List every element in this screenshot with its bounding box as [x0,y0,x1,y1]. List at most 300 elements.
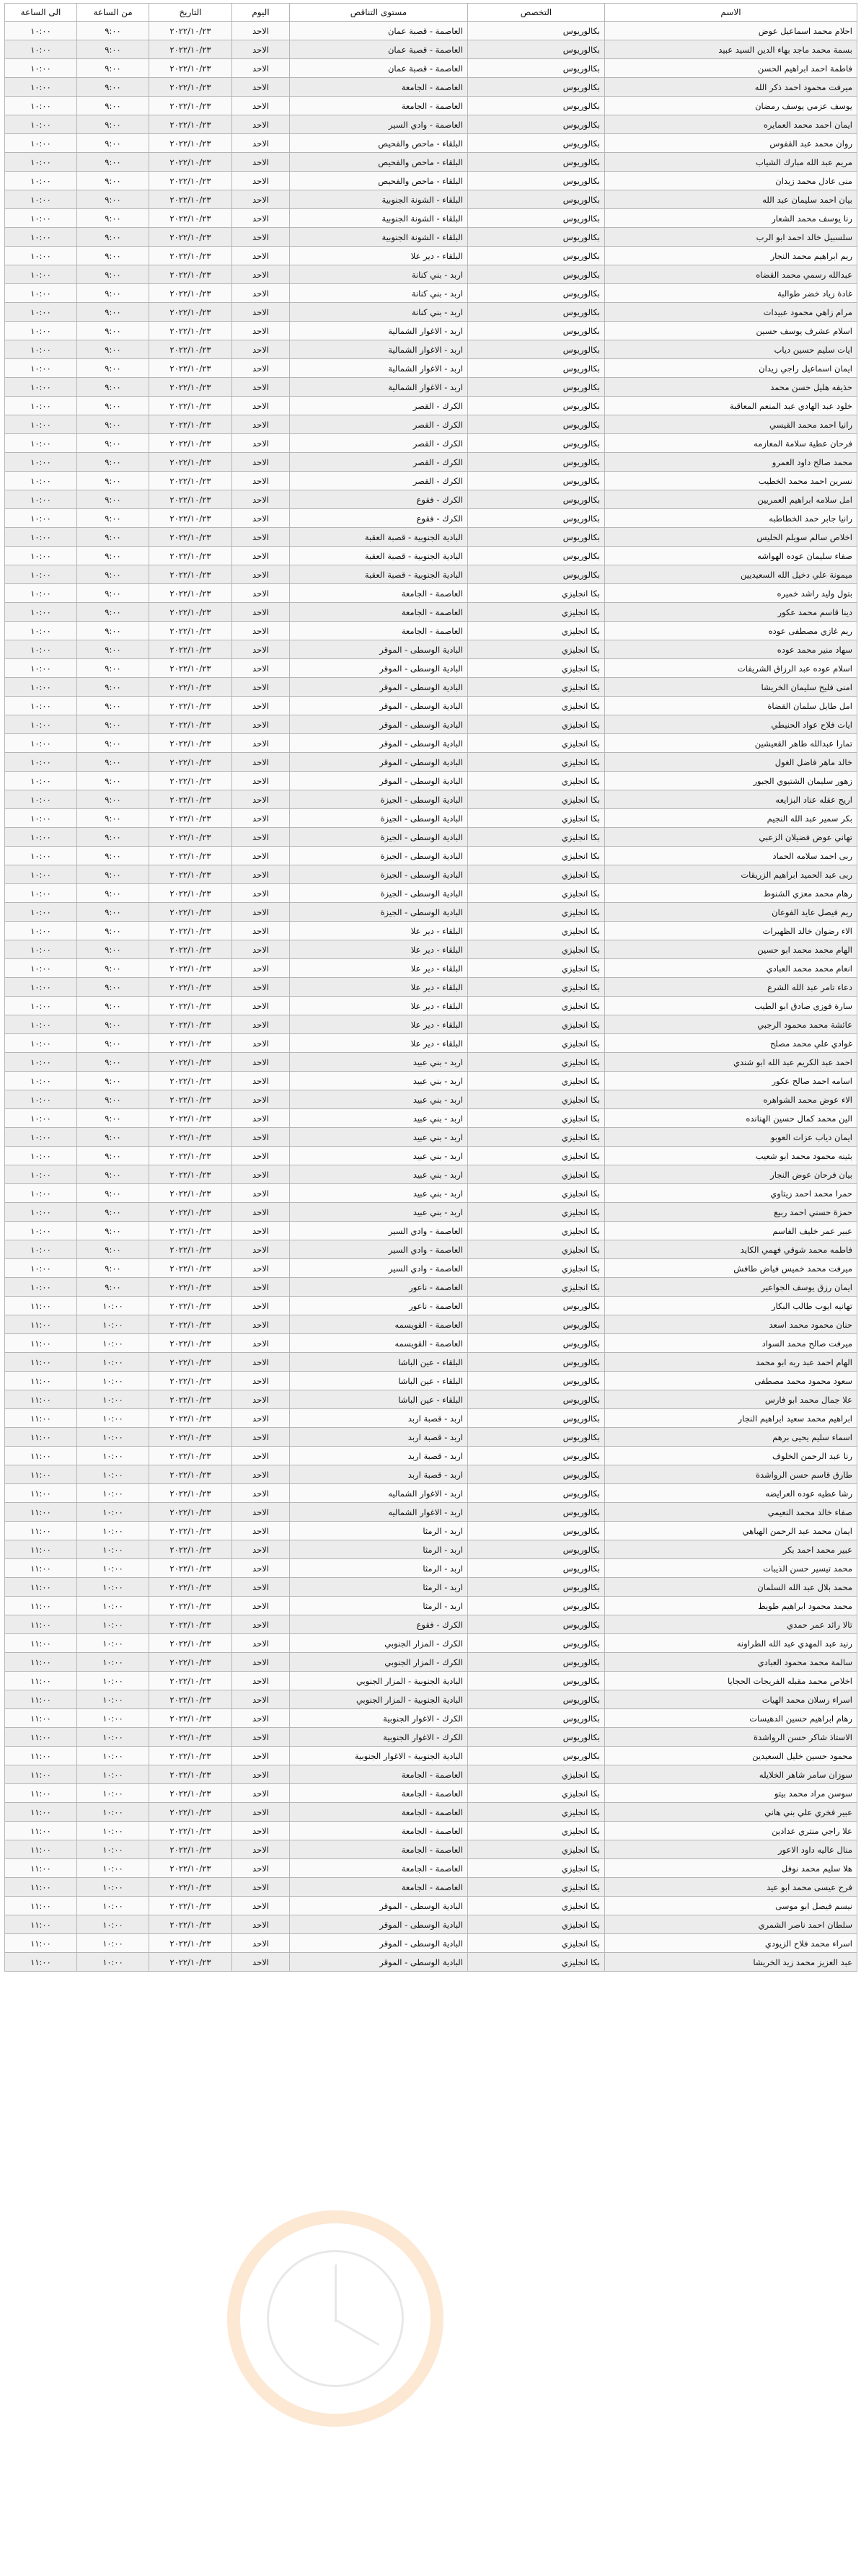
cell-level: اربد - الاغوار الشمالية [290,340,468,359]
cell-from-hour: ٩:٠٠ [77,959,149,978]
cell-specialization: بكالوريوس [468,1428,605,1447]
table-row [5,1109,857,1128]
cell-name: طارق قاسم حسن الرواشدة [605,1465,857,1484]
cell-to-hour: ١٠:٠٠ [5,1072,77,1090]
cell-date: ٢٠٢٢/١٠/٢٣ [149,1784,232,1803]
cell-from-hour: ٩:٠٠ [77,1147,149,1165]
cell-from-hour: ١٠:٠٠ [77,1953,149,1972]
table-row [5,1859,857,1878]
cell-to-hour: ١١:٠٠ [5,1353,77,1372]
cell-level: البلقاء - الشونة الجنوبية [290,190,468,209]
cell-specialization: بكا انجليزي [468,1840,605,1859]
cell-specialization: بكالوريوس [468,1709,605,1728]
cell-name: ربى احمد سلامه الحماد [605,847,857,865]
table-row [5,59,857,78]
cell-name: دينا قاسم محمد عكور [605,603,857,622]
cell-level: اربد - بني كنانة [290,303,468,322]
cell-level: العاصمة - الجامعة [290,1840,468,1859]
cell-day: الاحد [232,1315,290,1334]
table-row [5,1334,857,1353]
cell-date: ٢٠٢٢/١٠/٢٣ [149,1015,232,1034]
cell-day: الاحد [232,1522,290,1540]
cell-level: الكرك - القصر [290,415,468,434]
cell-level: البادية الجنوبية - قصبة العقبة [290,528,468,547]
cell-day: الاحد [232,790,290,809]
cell-name: ميمونة علي دخيل الله السعيديين [605,565,857,584]
table-row [5,1034,857,1053]
cell-date: ٢٠٢٢/١٠/٢٣ [149,1072,232,1090]
table-row [5,622,857,640]
cell-name: محمد تيسير حسن الذيبات [605,1559,857,1578]
cell-name: ايمان دياب عزات العوبو [605,1128,857,1147]
table-row [5,97,857,115]
cell-level: البادية الوسطى - الموقر [290,772,468,790]
table-row [5,1259,857,1278]
cell-date: ٢٠٢٢/١٠/٢٣ [149,1503,232,1522]
cell-specialization: بكالوريوس [468,1484,605,1503]
cell-from-hour: ٩:٠٠ [77,1128,149,1147]
cell-date: ٢٠٢٢/١٠/٢٣ [149,265,232,284]
cell-date: ٢٠٢٢/١٠/٢٣ [149,1597,232,1615]
cell-specialization: بكالوريوس [468,1540,605,1559]
cell-to-hour: ١١:٠٠ [5,1503,77,1522]
cell-to-hour: ١١:٠٠ [5,1784,77,1803]
cell-from-hour: ١٠:٠٠ [77,1728,149,1747]
table-row [5,1934,857,1953]
cell-specialization: بكالوريوس [468,1447,605,1465]
cell-specialization: بكالوريوس [468,115,605,134]
cell-specialization: بكا انجليزي [468,640,605,659]
cell-specialization: بكالوريوس [468,1390,605,1409]
cell-to-hour: ١٠:٠٠ [5,340,77,359]
cell-name: بكر سمير عبد الله النجيم [605,809,857,828]
table-row [5,1747,857,1765]
table-row [5,1822,857,1840]
cell-date: ٢٠٢٢/١٠/٢٣ [149,697,232,715]
cell-day: الاحد [232,603,290,622]
cell-level: البادية الوسطى - الجيزة [290,865,468,884]
col-header-specialization: التخصص [468,4,605,22]
table-row [5,509,857,528]
cell-level: البلقاء - دير علا [290,1015,468,1034]
cell-to-hour: ١٠:٠٠ [5,1109,77,1128]
cell-level: الكرك - القصر [290,434,468,453]
table-row [5,659,857,678]
cell-specialization: بكالوريوس [468,247,605,265]
cell-level: البادية الوسطى - الموقر [290,1897,468,1915]
cell-from-hour: ٩:٠٠ [77,1090,149,1109]
cell-from-hour: ٩:٠٠ [77,622,149,640]
cell-from-hour: ٩:٠٠ [77,134,149,153]
table-row [5,1128,857,1147]
cell-level: البلقاء - دير علا [290,959,468,978]
cell-from-hour: ١٠:٠٠ [77,1747,149,1765]
table-row [5,359,857,378]
cell-level: البادية الوسطى - الجيزة [290,790,468,809]
cell-day: الاحد [232,1503,290,1522]
cell-from-hour: ٩:٠٠ [77,397,149,415]
cell-level: البلقاء - دير علا [290,1034,468,1053]
cell-level: البلقاء - دير علا [290,978,468,997]
cell-specialization: بكالوريوس [468,228,605,247]
cell-to-hour: ١٠:٠٠ [5,772,77,790]
cell-date: ٢٠٢٢/١٠/٢٣ [149,1915,232,1934]
cell-name: احلام محمد اسماعيل عوض [605,22,857,40]
cell-name: عبد العزيز محمد زيد الخريشا [605,1953,857,1972]
cell-date: ٢٠٢٢/١٠/٢٣ [149,1109,232,1128]
cell-date: ٢٠٢٢/١٠/٢٣ [149,1428,232,1447]
cell-to-hour: ١٠:٠٠ [5,303,77,322]
cell-to-hour: ١٠:٠٠ [5,659,77,678]
cell-specialization: بكالوريوس [468,265,605,284]
cell-to-hour: ١٠:٠٠ [5,1259,77,1278]
cell-name: ريم ابراهيم محمد النجار [605,247,857,265]
cell-name: ريم غازي مصطفى عوده [605,622,857,640]
cell-day: الاحد [232,153,290,172]
cell-day: الاحد [232,397,290,415]
cell-day: الاحد [232,584,290,603]
table-row [5,1634,857,1653]
cell-name: ابراهيم محمد سعيد ابراهيم النجار [605,1409,857,1428]
cell-from-hour: ٩:٠٠ [77,790,149,809]
cell-from-hour: ١٠:٠٠ [77,1840,149,1859]
cell-level: البادية الجنوبية - قصبة العقبة [290,547,468,565]
cell-from-hour: ١٠:٠٠ [77,1578,149,1597]
cell-from-hour: ١٠:٠٠ [77,1784,149,1803]
cell-level: اربد - بني عبيد [290,1128,468,1147]
cell-specialization: بكا انجليزي [468,753,605,772]
cell-day: الاحد [232,1428,290,1447]
cell-name: مرام زاهي محمود عبيدات [605,303,857,322]
cell-date: ٢٠٢٢/١٠/٢٣ [149,790,232,809]
cell-date: ٢٠٢٢/١٠/٢٣ [149,1747,232,1765]
cell-specialization: بكا انجليزي [468,1822,605,1840]
cell-day: الاحد [232,1240,290,1259]
table-row [5,284,857,303]
cell-to-hour: ١٠:٠٠ [5,172,77,190]
cell-to-hour: ١١:٠٠ [5,1803,77,1822]
cell-specialization: بكالوريوس [468,565,605,584]
cell-to-hour: ١٠:٠٠ [5,547,77,565]
cell-date: ٢٠٢٢/١٠/٢٣ [149,1822,232,1840]
cell-to-hour: ١٠:٠٠ [5,265,77,284]
table-row [5,78,857,97]
table-row [5,1690,857,1709]
cell-day: الاحد [232,1053,290,1072]
cell-specialization: بكا انجليزي [468,847,605,865]
cell-date: ٢٠٢٢/١٠/٢٣ [149,59,232,78]
cell-date: ٢٠٢٢/١٠/٢٣ [149,78,232,97]
cell-level: اربد - قصبة اربد [290,1447,468,1465]
cell-day: الاحد [232,1165,290,1184]
table-row [5,922,857,940]
cell-name: روان محمد عبد القفوس [605,134,857,153]
cell-from-hour: ٩:٠٠ [77,809,149,828]
cell-level: اربد - بني عبيد [290,1147,468,1165]
cell-level: العاصمة - الجامعة [290,1859,468,1878]
cell-specialization: بكا انجليزي [468,1240,605,1259]
cell-date: ٢٠٢٢/١٠/٢٣ [149,997,232,1015]
cell-name: عبير فخري علي بني هاني [605,1803,857,1822]
cell-level: الكرك - فقوع [290,1615,468,1634]
cell-date: ٢٠٢٢/١٠/٢٣ [149,1840,232,1859]
table-row [5,1597,857,1615]
cell-to-hour: ١٠:٠٠ [5,1015,77,1034]
cell-day: الاحد [232,1915,290,1934]
cell-from-hour: ٩:٠٠ [77,584,149,603]
cell-specialization: بكا انجليزي [468,1859,605,1878]
cell-name: علا جمال محمد ابو فارس [605,1390,857,1409]
table-row [5,1897,857,1915]
cell-specialization: بكالوريوس [468,1559,605,1578]
cell-specialization: بكا انجليزي [468,1128,605,1147]
cell-day: الاحد [232,1765,290,1784]
cell-to-hour: ١٠:٠٠ [5,697,77,715]
cell-specialization: بكالوريوس [468,1728,605,1747]
cell-specialization: بكا انجليزي [468,922,605,940]
cell-date: ٢٠٢٢/١٠/٢٣ [149,1372,232,1390]
table-row [5,378,857,397]
cell-day: الاحد [232,1034,290,1053]
cell-day: الاحد [232,1822,290,1840]
cell-date: ٢٠٢٢/١٠/٢٣ [149,1803,232,1822]
cell-day: الاحد [232,1334,290,1353]
cell-to-hour: ١١:٠٠ [5,1822,77,1840]
cell-to-hour: ١١:٠٠ [5,1653,77,1672]
cell-day: الاحد [232,809,290,828]
cell-level: البادية الجنوبية - المزار الجنوبي [290,1690,468,1709]
cell-specialization: بكا انجليزي [468,1184,605,1203]
cell-name: نيسم فيصل ابو موسى [605,1897,857,1915]
cell-level: البلقاء - ماحص والفحيص [290,153,468,172]
cell-level: البادية الجنوبية - قصبة العقبة [290,565,468,584]
cell-from-hour: ١٠:٠٠ [77,1822,149,1840]
cell-from-hour: ٩:٠٠ [77,678,149,697]
cell-to-hour: ١١:٠٠ [5,1559,77,1578]
table-row [5,940,857,959]
cell-day: الاحد [232,1878,290,1897]
cell-name: حمرا محمد احمد زيتاوي [605,1184,857,1203]
cell-to-hour: ١٠:٠٠ [5,397,77,415]
table-row [5,1147,857,1165]
cell-level: العاصمة - وادي السير [290,1240,468,1259]
cell-date: ٢٠٢٢/١٠/٢٣ [149,1672,232,1690]
table-row [5,303,857,322]
cell-date: ٢٠٢٢/١٠/٢٣ [149,1953,232,1972]
cell-date: ٢٠٢٢/١٠/٢٣ [149,1690,232,1709]
cell-name: عبدالله رسمي محمد القضاه [605,265,857,284]
cell-specialization: بكالوريوس [468,415,605,434]
cell-from-hour: ١٠:٠٠ [77,1615,149,1634]
cell-specialization: بكالوريوس [468,340,605,359]
table-row [5,1615,857,1634]
cell-specialization: بكا انجليزي [468,884,605,903]
cell-day: الاحد [232,134,290,153]
cell-specialization: بكالوريوس [468,1615,605,1634]
cell-name: ايات فلاح عواد الحنيطي [605,715,857,734]
cell-specialization: بكالوريوس [468,134,605,153]
table-row [5,415,857,434]
cell-specialization: بكا انجليزي [468,697,605,715]
cell-level: العاصمة - القويسمه [290,1315,468,1334]
cell-date: ٢٠٢٢/١٠/٢٣ [149,1128,232,1147]
cell-to-hour: ١٠:٠٠ [5,153,77,172]
cell-date: ٢٠٢٢/١٠/٢٣ [149,472,232,490]
cell-level: اربد - الاغوار الشمالية [290,378,468,397]
cell-from-hour: ٩:٠٠ [77,940,149,959]
cell-specialization: بكا انجليزي [468,1015,605,1034]
table-row [5,1240,857,1259]
cell-day: الاحد [232,1672,290,1690]
cell-from-hour: ١٠:٠٠ [77,1465,149,1484]
cell-from-hour: ٩:٠٠ [77,978,149,997]
cell-day: الاحد [232,359,290,378]
cell-specialization: بكا انجليزي [468,1765,605,1784]
cell-level: اربد - بني عبيد [290,1109,468,1128]
cell-to-hour: ١١:٠٠ [5,1934,77,1953]
cell-name: اسماء سليم يحيى برهم [605,1428,857,1447]
table-row [5,1090,857,1109]
cell-day: الاحد [232,1803,290,1822]
cell-name: ايمان رزق يوسف الجواعير [605,1278,857,1297]
cell-specialization: بكالوريوس [468,284,605,303]
cell-date: ٢٠٢٢/١٠/٢٣ [149,322,232,340]
cell-level: العاصمة - وادي السير [290,115,468,134]
cell-from-hour: ٩:٠٠ [77,78,149,97]
cell-from-hour: ٩:٠٠ [77,1184,149,1203]
cell-specialization: بكالوريوس [468,1747,605,1765]
cell-level: العاصمة - الجامعة [290,1822,468,1840]
table-row [5,1203,857,1222]
cell-to-hour: ١٠:٠٠ [5,284,77,303]
cell-from-hour: ٩:٠٠ [77,1072,149,1090]
table-row [5,434,857,453]
cell-date: ٢٠٢٢/١٠/٢٣ [149,940,232,959]
cell-specialization: بكا انجليزي [468,1953,605,1972]
cell-day: الاحد [232,172,290,190]
cell-level: العاصمة - وادي السير [290,1259,468,1278]
cell-level: البادية الوسطى - الجيزة [290,903,468,922]
cell-to-hour: ١٠:٠٠ [5,847,77,865]
cell-day: الاحد [232,1615,290,1634]
table-row [5,584,857,603]
cell-date: ٢٠٢٢/١٠/٢٣ [149,1765,232,1784]
cell-name: رهام ابراهيم حسين الدهيسات [605,1709,857,1728]
cell-from-hour: ٩:٠٠ [77,1165,149,1184]
table-row [5,1428,857,1447]
cell-date: ٢٠٢٢/١٠/٢٣ [149,228,232,247]
cell-level: الكرك - الاغوار الجنوبية [290,1728,468,1747]
cell-date: ٢٠٢٢/١٠/٢٣ [149,284,232,303]
cell-name: اريج عقله عناد البزايعه [605,790,857,809]
header-row [5,4,857,22]
cell-name: اسراء رسلان محمد الهيات [605,1690,857,1709]
cell-from-hour: ١٠:٠٠ [77,1484,149,1503]
cell-name: صفاء خالد محمد النعيمي [605,1503,857,1522]
cell-to-hour: ١١:٠٠ [5,1897,77,1915]
cell-from-hour: ١٠:٠٠ [77,1409,149,1428]
cell-specialization: بكا انجليزي [468,659,605,678]
cell-day: الاحد [232,1897,290,1915]
cell-level: الكرك - المزار الجنوبي [290,1634,468,1653]
cell-name: يوسف عزمي يوسف رمضان [605,97,857,115]
cell-level: العاصمة - قصبة عمان [290,22,468,40]
cell-to-hour: ١٠:٠٠ [5,78,77,97]
cell-name: احمد عبد الكريم عبد الله ابو شندي [605,1053,857,1072]
table-row [5,472,857,490]
cell-to-hour: ١١:٠٠ [5,1334,77,1353]
table-row [5,1803,857,1822]
cell-date: ٢٠٢٢/١٠/٢٣ [149,1728,232,1747]
table-row [5,115,857,134]
cell-from-hour: ٩:٠٠ [77,1259,149,1278]
cell-to-hour: ١١:٠٠ [5,1634,77,1653]
table-row [5,1372,857,1390]
cell-level: اربد - بني عبيد [290,1165,468,1184]
table-row [5,1784,857,1803]
table-row [5,1672,857,1690]
cell-level: الكرك - القصر [290,453,468,472]
cell-day: الاحد [232,1409,290,1428]
cell-day: الاحد [232,1784,290,1803]
cell-specialization: بكالوريوس [468,172,605,190]
table-row [5,1484,857,1503]
cell-from-hour: ١٠:٠٠ [77,1878,149,1897]
cell-date: ٢٠٢٢/١٠/٢٣ [149,640,232,659]
cell-level: الكرك - القصر [290,472,468,490]
cell-to-hour: ١٠:٠٠ [5,603,77,622]
cell-level: البادية الوسطى - الموقر [290,753,468,772]
cell-day: الاحد [232,1747,290,1765]
cell-name: سوزان سامر شاهر الخلايله [605,1765,857,1784]
cell-name: محمد صالح داود العمرو [605,453,857,472]
table-row [5,640,857,659]
cell-name: بيان فرحان عوض النجار [605,1165,857,1184]
cell-level: العاصمة - الجامعة [290,1784,468,1803]
cell-date: ٢٠٢٢/١٠/٢٣ [149,209,232,228]
cell-specialization: بكالوريوس [468,190,605,209]
cell-level: البادية الوسطى - الجيزة [290,809,468,828]
cell-date: ٢٠٢٢/١٠/٢٣ [149,828,232,847]
cell-from-hour: ١٠:٠٠ [77,1540,149,1559]
table-row [5,1915,857,1934]
cell-from-hour: ٩:٠٠ [77,415,149,434]
schedule-sheet [4,3,857,1972]
cell-date: ٢٠٢٢/١٠/٢٣ [149,715,232,734]
cell-day: الاحد [232,22,290,40]
cell-date: ٢٠٢٢/١٠/٢٣ [149,584,232,603]
cell-date: ٢٠٢٢/١٠/٢٣ [149,1353,232,1372]
cell-level: الكرك - فقوع [290,490,468,509]
cell-date: ٢٠٢٢/١٠/٢٣ [149,1390,232,1409]
cell-date: ٢٠٢٢/١٠/٢٣ [149,809,232,828]
cell-day: الاحد [232,1072,290,1090]
cell-name: غوادي علي محمد مصلح [605,1034,857,1053]
cell-date: ٢٠٢٢/١٠/٢٣ [149,303,232,322]
cell-name: رنا يوسف محمد الشعار [605,209,857,228]
cell-specialization: بكالوريوس [468,528,605,547]
cell-to-hour: ١٠:٠٠ [5,940,77,959]
cell-day: الاحد [232,1465,290,1484]
cell-date: ٢٠٢٢/١٠/٢٣ [149,734,232,753]
cell-from-hour: ٩:٠٠ [77,1222,149,1240]
cell-specialization: بكالوريوس [468,1672,605,1690]
cell-name: رانيا جابر حمد الخطاطبه [605,509,857,528]
cell-name: عبير عمر خليف الفاسم [605,1222,857,1240]
cell-day: الاحد [232,209,290,228]
cell-date: ٢٠٢٢/١٠/٢٣ [149,1878,232,1897]
cell-to-hour: ١٠:٠٠ [5,734,77,753]
